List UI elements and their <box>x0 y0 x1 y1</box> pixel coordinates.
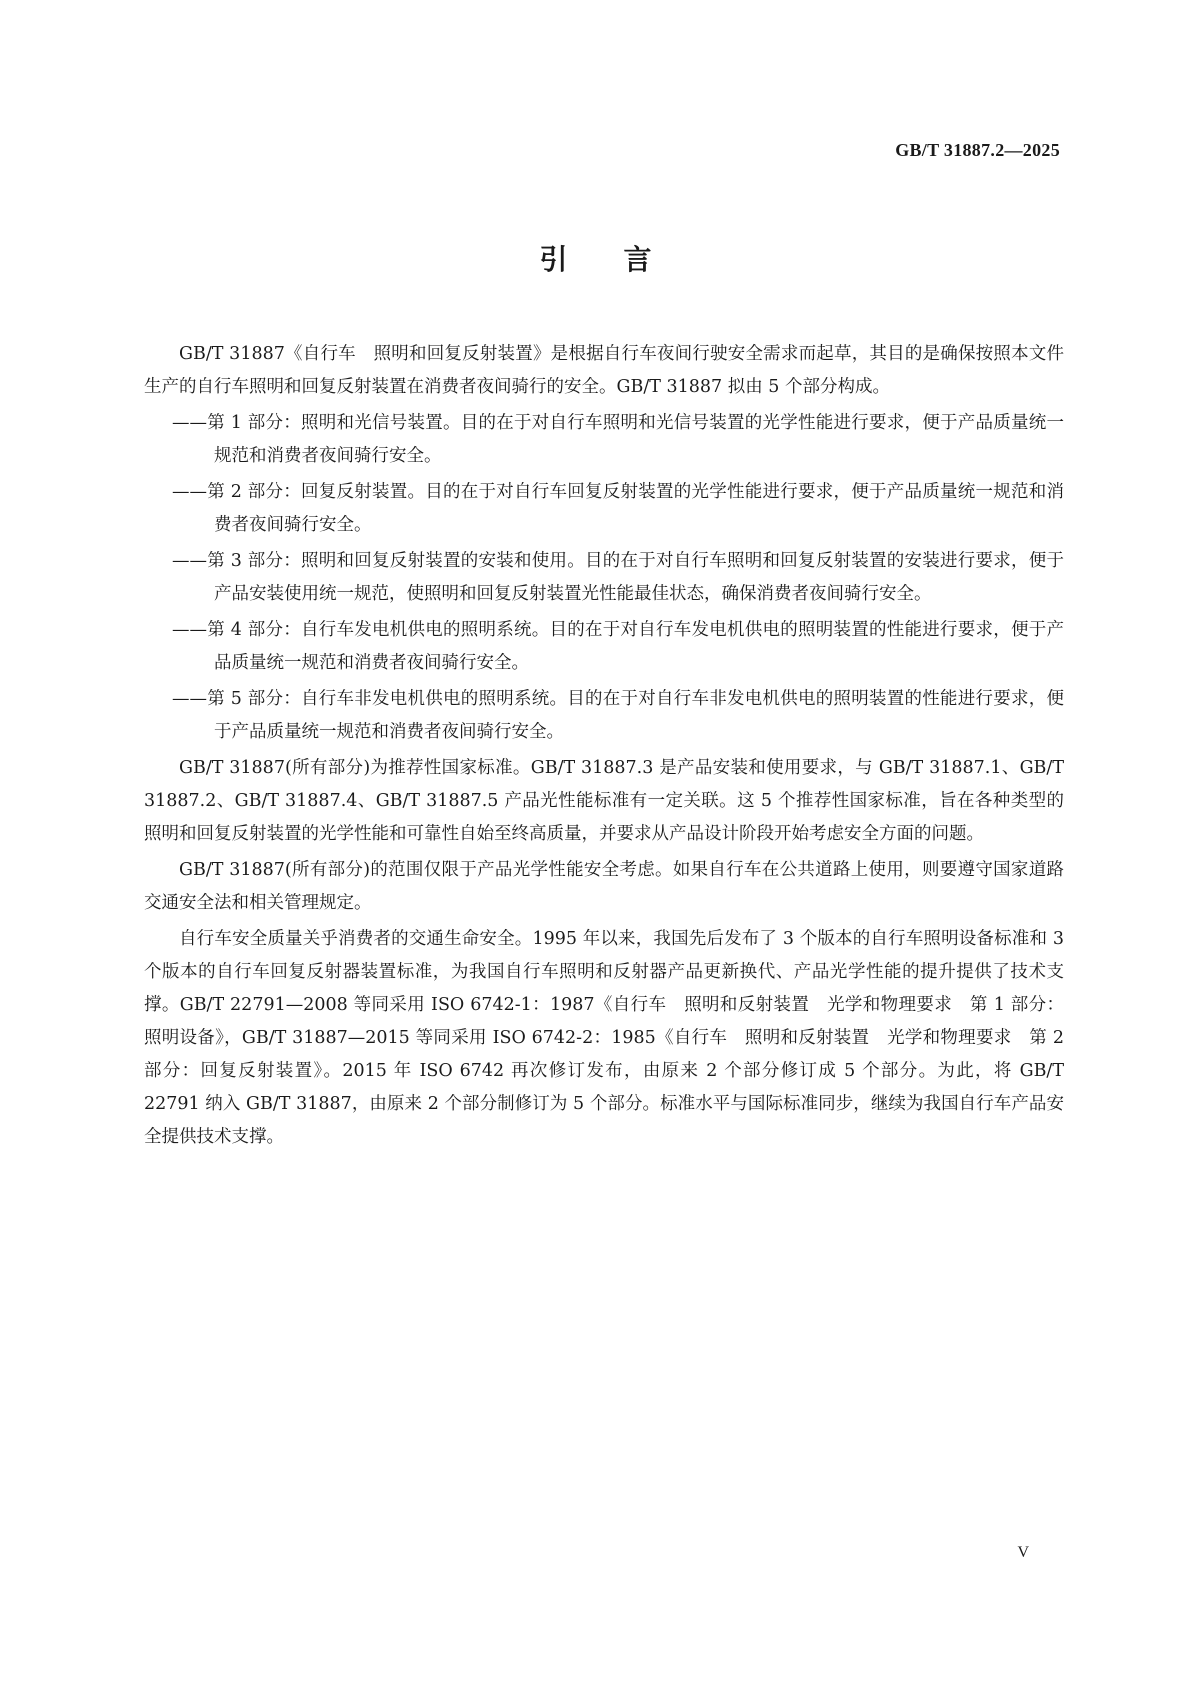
standard-code: GB/T 31887.2—2025 <box>895 140 1060 160</box>
body-paragraph: GB/T 31887(所有部分)为推荐性国家标准。GB/T 31887.3 是产品安装和使用要求，与 GB/T 31887.1、GB/T 31887.2、GB/T 31887.4、GB/T 31887.5 产品光性能标准有一定关联。这 5 个推荐性国家标准，旨在各种类型的照明和回复反射装置的光学性能和可靠性自始至终高质量，并要求从产品设计阶段开始考虑安全方面的问题。 <box>144 758 1064 844</box>
part-list-item: ——第 5 部分：自行车非发电机供电的照明系统。目的在于对自行车非发电机供电的照明装置的性能进行要求，便于产品质量统一规范和消费者夜间骑行安全。 <box>172 689 1064 742</box>
part-list-item: ——第 2 部分：回复反射装置。目的在于对自行车回复反射装置的光学性能进行要求，便于产品质量统一规范和消费者夜间骑行安全。 <box>172 482 1064 535</box>
body-paragraph: GB/T 31887(所有部分)的范围仅限于产品光学性能安全考虑。如果自行车在公共道路上使用，则要遵守国家道路交通安全法和相关管理规定。 <box>144 860 1064 913</box>
page-title: 引言 <box>539 243 708 276</box>
body-paragraph: 自行车安全质量关乎消费者的交通生命安全。1995 年以来，我国先后发布了 3 个版本的自行车照明设备标准和 3 个版本的自行车回复反射器装置标准，为我国自行车照明和反射器产品更新换代、产品光学性能的提升提供了技术支撑。GB/T 22791—2008 等同采用 ISO 6742-1：1987《自行车 照明和反射装置 光学和物理要求 第 1 部分：照明设备》，GB/T 31887—2015 等同采用 ISO 6742-2：1985《自行车 照明和反射装置 光学和物理要求 第 2 部分：回复反射装置》。2015 年 ISO 6742 再次修订发布，由原来 2 个部分修订成 5 个部分。为此，将 GB/T 22791 纳入 GB/T 31887，由原来 2 个部分制修订为 5 个部分。标准水平与国际标准同步，继续为我国自行车产品安全提供技术支撑。 <box>144 929 1064 1147</box>
part-list-item: ——第 4 部分：自行车发电机供电的照明系统。目的在于对自行车发电机供电的照明装置的性能进行要求，便于产品质量统一规范和消费者夜间骑行安全。 <box>172 620 1064 673</box>
document-body <box>144 338 1064 1157</box>
part-list-item: ——第 3 部分：照明和回复反射装置的安装和使用。目的在于对自行车照明和回复反射装置的安装进行要求，便于产品安装使用统一规范，使照明和回复反射装置光性能最佳状态，确保消费者夜间骑行安全。 <box>172 551 1064 604</box>
intro-paragraph: GB/T 31887《自行车 照明和回复反射装置》是根据自行车夜间行驶安全需求而起草，其目的是确保按照本文件生产的自行车照明和回复反射装置在消费者夜间骑行的安全。GB/T 31887 拟由 5 个部分构成。 <box>144 344 1064 397</box>
page-number: V <box>1017 1544 1029 1561</box>
part-list-item: ——第 1 部分：照明和光信号装置。目的在于对自行车照明和光信号装置的光学性能进行要求，便于产品质量统一规范和消费者夜间骑行安全。 <box>172 413 1064 466</box>
